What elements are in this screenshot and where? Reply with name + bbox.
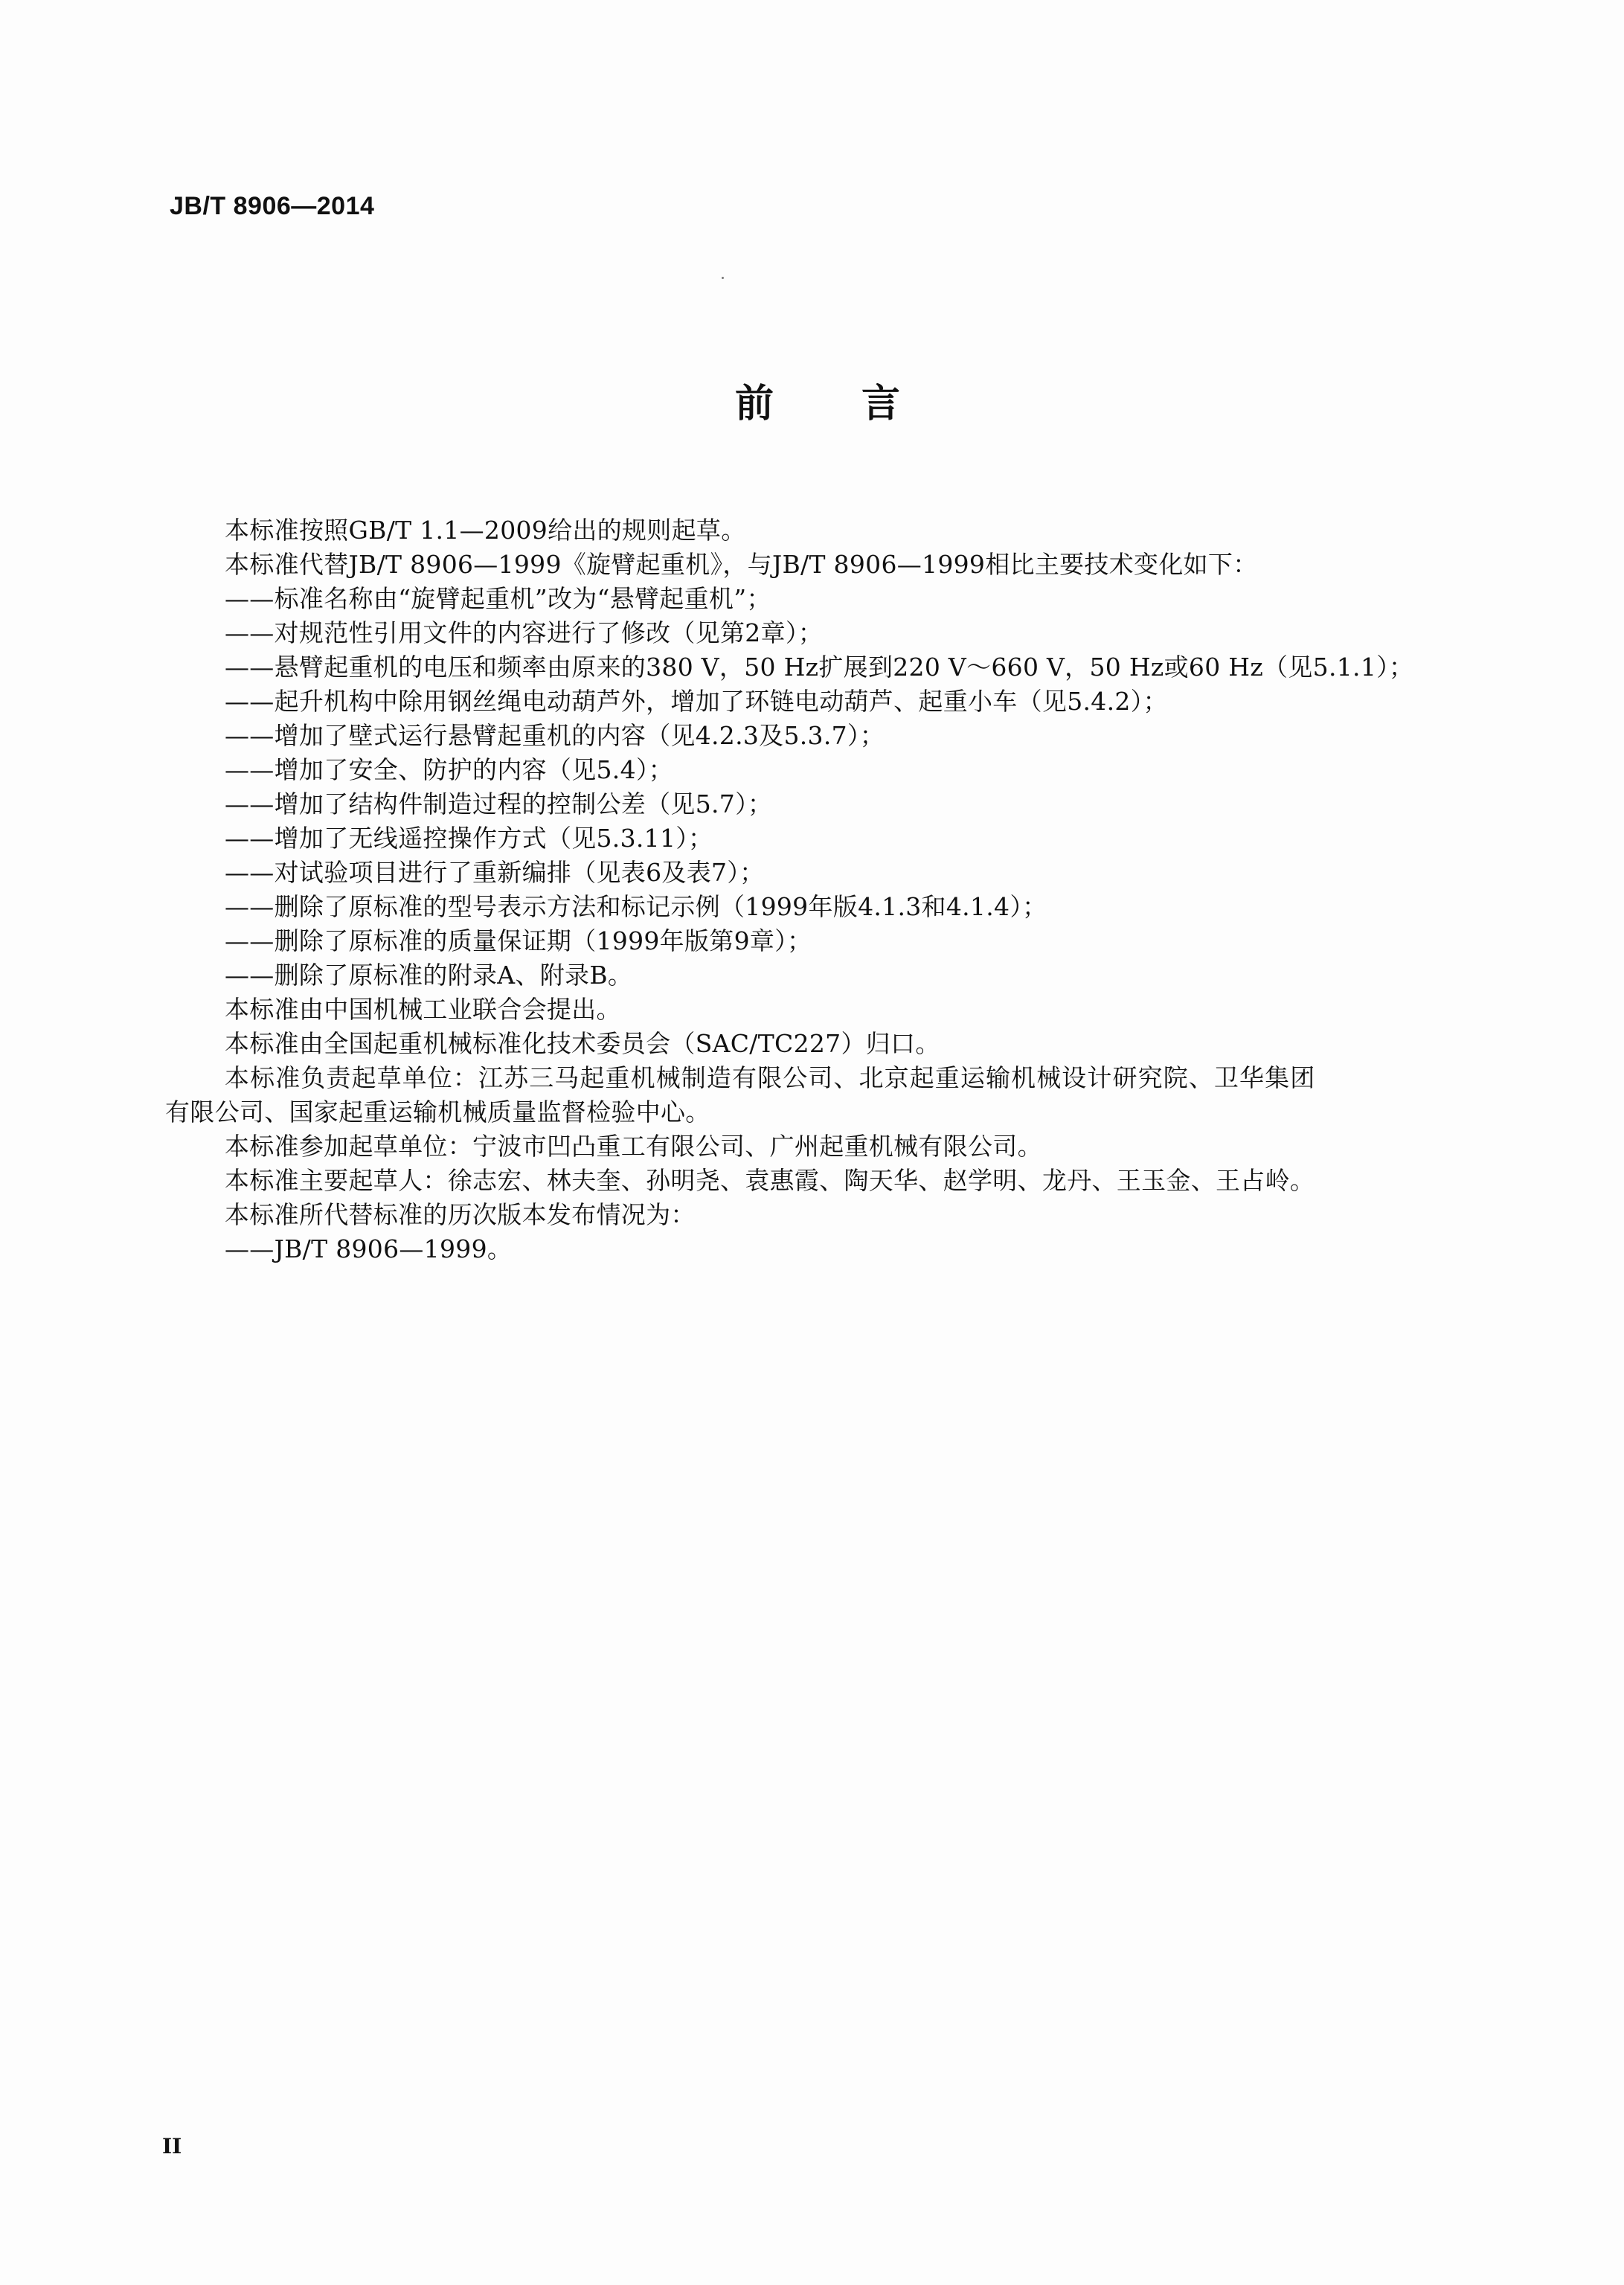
paragraph: 本标准主要起草人：徐志宏、林夫奎、孙明尧、袁惠霞、陶天华、赵学明、龙丹、王玉金、王占岭。 [225, 1166, 1315, 1195]
change-item: ——对规范性引用文件的内容进行了修改（见第2章）； [225, 618, 823, 647]
paragraph-continuation: 有限公司、国家起重运输机械质量监督检验中心。 [165, 1097, 710, 1127]
change-item: ——标准名称由“旋臂起重机”改为“悬臂起重机”； [225, 584, 771, 613]
change-item: ——JB/T 8906—1999。 [225, 1234, 513, 1263]
paragraph: 本标准按照GB/T 1.1—2009给出的规则起草。 [225, 516, 746, 545]
scan-speck [722, 277, 724, 279]
standard-code: JB/T 8906—2014 [170, 192, 375, 220]
page-number: II [162, 2134, 182, 2159]
paragraph: 本标准参加起草单位：宁波市凹凸重工有限公司、广州起重机械有限公司。 [225, 1132, 1042, 1161]
paragraph: 本标准由全国起重机械标准化技术委员会（SAC/TC227）归口。 [225, 1029, 940, 1058]
change-item: ——删除了原标准的型号表示方法和标记示例（1999年版4.1.3和4.1.4）； [225, 892, 1047, 921]
change-item: ——删除了原标准的质量保证期（1999年版第9章）； [225, 926, 812, 955]
change-item: ——悬臂起重机的电压和频率由原来的380 V，50 Hz扩展到220 V～660 V，50 Hz或60 Hz（见5.1.1）； [225, 653, 1414, 682]
foreword-body [165, 513, 1482, 1266]
change-item: ——增加了安全、防护的内容（见5.4）； [225, 755, 673, 784]
paragraph: 本标准负责起草单位：江苏三马起重机械制造有限公司、北京起重运输机械设计研究院、卫华集团 [225, 1063, 1316, 1092]
change-item: ——增加了无线遥控操作方式（见5.3.11）； [225, 824, 713, 853]
paragraph: 本标准代替JB/T 8906—1999《旋臂起重机》，与JB/T 8906—1999相比主要技术变化如下： [225, 550, 1258, 579]
paragraph: 本标准所代替标准的历次版本发布情况为： [225, 1200, 696, 1229]
change-item: ——删除了原标准的附录A、附录B。 [225, 961, 633, 990]
paragraph: 本标准由中国机械工业联合会提出。 [225, 995, 621, 1024]
change-item: ——对试验项目进行了重新编排（见表6及表7）； [225, 858, 765, 887]
change-item: ——增加了结构件制造过程的控制公差（见5.7）； [225, 789, 773, 818]
page-title: 前言 [735, 382, 989, 426]
change-item: ——起升机构中除用钢丝绳电动葫芦外，增加了环链电动葫芦、起重小车（见5.4.2）； [225, 687, 1168, 716]
change-item: ——增加了壁式运行悬臂起重机的内容（见4.2.3及5.3.7）； [225, 721, 885, 750]
